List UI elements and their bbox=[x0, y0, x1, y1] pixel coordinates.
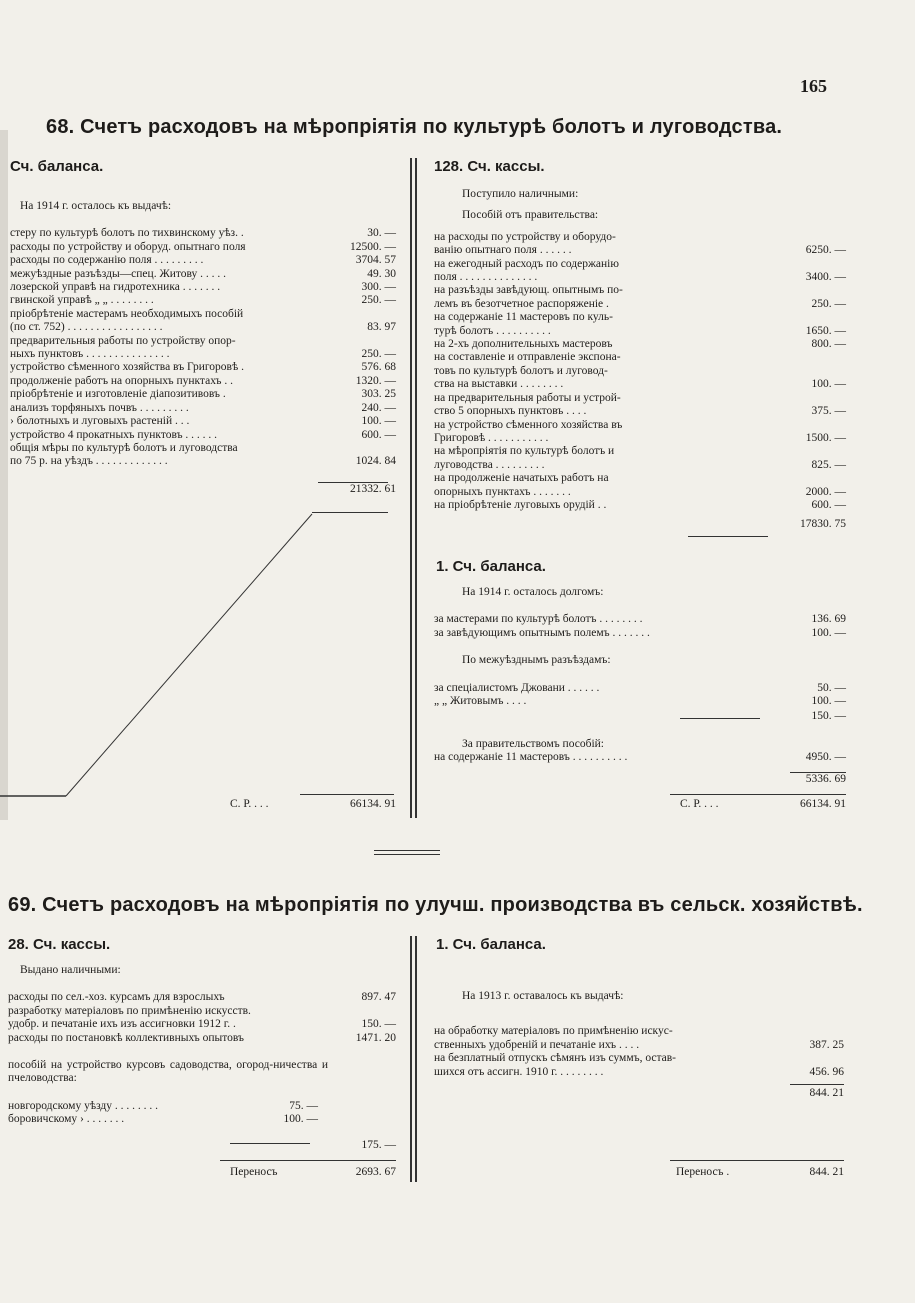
ledger-row bbox=[434, 613, 846, 626]
s1-left-total: 21332. 61 bbox=[350, 482, 396, 495]
ledger-row-text: за мастерами по культурѣ болотъ . . . . . . . . bbox=[434, 613, 643, 626]
s2-left-footer-amount: 2693. 67 bbox=[355, 1166, 396, 1178]
ledger-row-text: по 75 р. на уѣздъ . . . . . . . . . . . . . bbox=[10, 455, 168, 468]
ledger-row bbox=[10, 348, 396, 361]
ledger-row-amount: 83. 97 bbox=[367, 321, 396, 334]
ledger-row-text: на безплатный отпускъ сѣмянъ изъ суммъ, остав- bbox=[434, 1052, 676, 1065]
ledger-row-amount: 1024. 84 bbox=[355, 455, 396, 468]
ledger-row bbox=[434, 472, 846, 485]
ledger-row-text: на составленіе и отправленіе экспона- bbox=[434, 351, 621, 364]
ledger-row-amount: 3400. — bbox=[805, 271, 846, 284]
s1-left-footer bbox=[230, 798, 396, 811]
s2-right-heading: 1. Сч. баланса. bbox=[436, 936, 546, 953]
ledger-row bbox=[434, 1039, 844, 1052]
s1-right-items bbox=[434, 231, 846, 513]
ledger-row-text: (по ст. 752) . . . . . . . . . . . . . . . . . bbox=[10, 321, 163, 334]
s1-right-trips bbox=[434, 682, 846, 709]
section-separator-2 bbox=[374, 854, 440, 855]
s1-left-intro: На 1914 г. осталось къ выдачѣ: bbox=[20, 200, 172, 212]
ledger-row bbox=[10, 402, 396, 415]
ledger-row bbox=[434, 445, 846, 458]
ledger-row-text: расходы по постановкѣ коллективныхъ опытовъ bbox=[8, 1031, 244, 1044]
s1-left-heading: Сч. баланса. bbox=[10, 158, 104, 175]
ledger-row-text: за спеціалистомъ Джовани . . . . . . bbox=[434, 681, 600, 694]
ledger-row-amount: 100. — bbox=[283, 1113, 318, 1126]
ledger-row-text: межуѣздные разъѣзды—спец. Житову . . . . . bbox=[10, 267, 227, 280]
ledger-row bbox=[434, 284, 846, 297]
s1-right-subtotal-rule bbox=[688, 536, 768, 537]
ledger-row bbox=[434, 271, 846, 284]
ledger-row bbox=[10, 429, 396, 442]
s2-left-subtotal-row bbox=[8, 1139, 396, 1152]
ledger-row bbox=[8, 1018, 396, 1031]
ledger-row-amount: 1500. — bbox=[805, 431, 846, 444]
s1-right-column bbox=[434, 188, 846, 532]
ledger-row-text: на предварительныя работы и устрой- bbox=[434, 391, 621, 404]
s1-right-footer-rule bbox=[670, 794, 846, 795]
ledger-row bbox=[10, 321, 396, 334]
s1-left-cancel-line bbox=[0, 500, 400, 800]
section1-title: 68. Счетъ расходовъ на мѣропріятія по культурѣ болотъ и луговодства. bbox=[46, 116, 783, 138]
ledger-row-text: предварительныя работы по устройству опор- bbox=[10, 334, 236, 347]
ledger-row-text: Григоровѣ . . . . . . . . . . . bbox=[434, 431, 549, 444]
s1-right-intro3: На 1914 г. осталось долгомъ: bbox=[462, 586, 604, 598]
s2-divider-a bbox=[410, 936, 412, 1182]
s1-right-intro4: По межуѣзднымъ разъѣздамъ: bbox=[462, 654, 611, 667]
s2-right-footer-rule bbox=[670, 1160, 844, 1161]
ledger-row bbox=[434, 325, 846, 338]
ledger-row-text: „ „ Житовымъ . . . . bbox=[434, 695, 527, 708]
ledger-row bbox=[10, 308, 396, 321]
page-number: 165 bbox=[800, 76, 827, 96]
s2-left-footer-rule bbox=[220, 1160, 396, 1161]
ledger-row-amount: 49. 30 bbox=[367, 267, 396, 280]
ledger-row-text: на обработку матеріаловъ по примѣненію искус- bbox=[434, 1025, 673, 1038]
ledger-row-text: новгородскому уѣзду . . . . . . . . bbox=[8, 1099, 159, 1112]
s2-right-column bbox=[434, 990, 844, 1100]
ledger-row bbox=[434, 419, 846, 432]
ledger-row bbox=[434, 1066, 844, 1079]
ledger-row bbox=[10, 455, 396, 468]
s2-right-intro: На 1913 г. оставалось къ выдачѣ: bbox=[462, 990, 624, 1002]
ledger-row-text: лозерской управѣ на гидротехника . . . . . . . bbox=[10, 281, 221, 294]
s1-right-debts bbox=[434, 613, 846, 640]
ledger-row-text: расходы по содержанію поля . . . . . . . . . bbox=[10, 254, 204, 267]
ledger-row-text: турѣ болотъ . . . . . . . . . . bbox=[434, 324, 551, 337]
ledger-row bbox=[10, 375, 396, 388]
ledger-row bbox=[434, 499, 846, 512]
s2-left-sub-rule bbox=[230, 1143, 310, 1144]
ledger-row-amount: 1320. — bbox=[355, 374, 396, 387]
ledger-row-amount: 303. 25 bbox=[361, 388, 396, 401]
ledger-row-text: луговодства . . . . . . . . . bbox=[434, 458, 545, 471]
s1-right-footer-label: С. Р. . . . bbox=[680, 798, 719, 810]
s2-right-footer-amount: 844. 21 bbox=[809, 1166, 844, 1178]
s1-right-heading2: 1. Сч. баланса. bbox=[436, 558, 546, 575]
ledger-row-amount: 375. — bbox=[811, 405, 846, 418]
s1-right-gov-row bbox=[434, 751, 846, 764]
s2-left-column bbox=[8, 964, 396, 1152]
ledger-row bbox=[434, 378, 846, 391]
s1-left-footer-rule bbox=[300, 794, 394, 795]
s1-divider-b bbox=[415, 158, 417, 818]
s1-right-subtotal-row bbox=[434, 518, 846, 531]
s1-right-gov-text: на содержаніе 11 мастеровъ . . . . . . . . . . bbox=[434, 751, 628, 764]
ledger-row-text: опорныхъ пунктахъ . . . . . . . bbox=[434, 485, 571, 498]
s1-right-heading: 128. Сч. кассы. bbox=[434, 158, 545, 175]
s1-left-sum-rule-1 bbox=[318, 482, 388, 483]
ledger-row-text: лемъ въ безотчетное распоряженіе . bbox=[434, 297, 609, 310]
ledger-row-text: удобр. и печатаніе ихъ изъ ассигновки 1912 г. . bbox=[8, 1018, 236, 1031]
s1-right-intro1: Поступило наличными: bbox=[462, 188, 579, 200]
ledger-row bbox=[434, 351, 846, 364]
ledger-row-amount: 12500. — bbox=[350, 240, 396, 253]
s2-left-heading: 28. Сч. кассы. bbox=[8, 936, 111, 953]
ledger-row-amount: 825. — bbox=[811, 458, 846, 471]
ledger-row-amount: 30. — bbox=[367, 227, 396, 240]
ledger-row-text: разработку матеріаловъ по примѣненію искусств. bbox=[8, 1004, 251, 1017]
s2-left-sub bbox=[8, 1100, 318, 1127]
ledger-row bbox=[8, 1032, 396, 1045]
ledger-row-amount: 387. 25 bbox=[809, 1038, 844, 1051]
ledger-row-text: на ежегодный расходъ по содержанію bbox=[434, 257, 619, 270]
s1-right-trips-total: 150. — bbox=[811, 710, 846, 723]
ledger-row bbox=[10, 388, 396, 401]
s1-right-footer-amount: 66134. 91 bbox=[800, 798, 846, 810]
ledger-row bbox=[434, 338, 846, 351]
ledger-row-text: на пріобрѣтеніе луговыхъ орудій . . bbox=[434, 498, 607, 511]
s2-right-total: 844. 21 bbox=[809, 1087, 844, 1100]
ledger-row bbox=[10, 442, 396, 455]
ledger-row-amount: 1471. 20 bbox=[355, 1031, 396, 1044]
ledger-row-text: на расходы по устройству и оборудо- bbox=[434, 230, 616, 243]
ledger-row-text: гвинской управѣ „ „ . . . . . . . . bbox=[10, 294, 154, 307]
ledger-row bbox=[434, 231, 846, 244]
s1-left-footer-label: С. Р. . . . bbox=[230, 798, 269, 810]
ledger-row-text: поля . . . . . . . . . . . . . . bbox=[434, 271, 538, 284]
ledger-row-text: товъ по культурѣ болотъ и луговод- bbox=[434, 364, 608, 377]
ledger-row-text: расходы по сел.-хоз. курсамъ для взрослыхъ bbox=[8, 991, 225, 1004]
ledger-row-text: устройство 4 прокатныхъ пунктовъ . . . . . . bbox=[10, 428, 218, 441]
ledger-row-text: боровичскому › . . . . . . . bbox=[8, 1113, 125, 1126]
s2-right-footer-label: Переносъ . bbox=[676, 1166, 730, 1178]
ledger-row bbox=[8, 1100, 318, 1113]
s2-left-para: пособій на устройство курсовъ садоводства, огород-ничества и пчеловодства: bbox=[8, 1059, 328, 1085]
ledger-row bbox=[434, 486, 846, 499]
s1-right-total-rule bbox=[790, 772, 846, 773]
section2-title: 69. Счетъ расходовъ на мѣропріятія по улучш. производства въ сельск. хозяйствѣ. bbox=[8, 894, 863, 916]
ledger-row bbox=[10, 254, 396, 267]
section-separator-1 bbox=[374, 850, 440, 851]
s1-right-subtotal: 17830. 75 bbox=[800, 518, 846, 531]
ledger-row bbox=[10, 268, 396, 281]
ledger-row bbox=[10, 241, 396, 254]
s1-left-total-row bbox=[10, 483, 396, 496]
ledger-row-text: пріобрѣтеніе и изготовленіе діапозитивовъ . bbox=[10, 388, 226, 401]
s1-divider-a bbox=[410, 158, 412, 818]
s1-left-items bbox=[10, 227, 396, 468]
ledger-row-text: расходы по устройству и оборуд. опытнаго поля bbox=[10, 240, 246, 253]
ledger-row-text: ственныхъ удобреній и печатаніе ихъ . . . . bbox=[434, 1038, 640, 1051]
s2-divider-b bbox=[415, 936, 417, 1182]
ledger-row-amount: 100. — bbox=[811, 626, 846, 639]
s1-right-balance bbox=[434, 586, 846, 786]
s1-right-total-row bbox=[434, 773, 846, 786]
ledger-row-text: за завѣдующимъ опытнымъ полемъ . . . . . . . bbox=[434, 626, 650, 639]
ledger-row bbox=[434, 244, 846, 257]
ledger-row-text: шихся отъ ассигн. 1910 г. . . . . . . . . bbox=[434, 1065, 604, 1078]
ledger-row-text: на содержаніе 11 мастеровъ по куль- bbox=[434, 311, 613, 324]
ledger-row-text: стеру по культурѣ болотъ по тихвинскому уѣз. . bbox=[10, 227, 244, 240]
ledger-row bbox=[434, 311, 846, 324]
ledger-row bbox=[434, 392, 846, 405]
s2-left-footer-label: Переносъ bbox=[230, 1166, 278, 1178]
ledger-row-amount: 100. — bbox=[811, 695, 846, 708]
ledger-row-text: на мѣропріятія по культурѣ болотъ и bbox=[434, 445, 615, 458]
ledger-row-amount: 3704. 57 bbox=[355, 254, 396, 267]
s1-right-intro5: За правительствомъ пособій: bbox=[462, 737, 604, 750]
s2-right-footer bbox=[676, 1166, 844, 1179]
s2-left-items bbox=[8, 991, 396, 1045]
ledger-row bbox=[10, 281, 396, 294]
s1-right-intro2: Пособій отъ правительства: bbox=[462, 209, 599, 222]
s1-right-gov-amount: 4950. — bbox=[805, 751, 846, 764]
ledger-row-amount: 6250. — bbox=[805, 244, 846, 257]
ledger-row bbox=[434, 627, 846, 640]
ledger-row-amount: 240. — bbox=[361, 401, 396, 414]
ledger-row bbox=[10, 361, 396, 374]
ledger-row-text: ныхъ пунктовъ . . . . . . . . . . . . . . . bbox=[10, 348, 170, 361]
s1-right-trips-rule bbox=[680, 718, 760, 719]
ledger-row-amount: 50. — bbox=[817, 681, 846, 694]
ledger-row-text: на разъѣзды завѣдующ. опытнымъ по- bbox=[434, 284, 623, 297]
ledger-row-amount: 250. — bbox=[361, 348, 396, 361]
ledger-row bbox=[10, 415, 396, 428]
ledger-row-text: ство 5 опорныхъ пунктовъ . . . . bbox=[434, 405, 587, 418]
ledger-row-text: общія мѣры по культурѣ болотъ и луговодства bbox=[10, 441, 238, 454]
ledger-row-text: › болотныхъ и луговыхъ растеній . . . bbox=[10, 415, 190, 428]
ledger-row-amount: 897. 47 bbox=[361, 991, 396, 1004]
ledger-row-amount: 75. — bbox=[289, 1099, 318, 1112]
s2-right-items bbox=[434, 1025, 844, 1079]
ledger-row-amount: 1650. — bbox=[805, 324, 846, 337]
ledger-row-text: продолженіе работъ на опорныхъ пунктахъ . . bbox=[10, 374, 233, 387]
ledger-row-text: на продолженіе начатыхъ работъ на bbox=[434, 472, 609, 485]
s2-left-subtotal: 175. — bbox=[361, 1138, 396, 1151]
ledger-row-text: ванію опытнаго поля . . . . . . bbox=[434, 244, 572, 257]
ledger-row-amount: 576. 68 bbox=[361, 361, 396, 374]
ledger-row bbox=[434, 298, 846, 311]
ledger-row bbox=[434, 695, 846, 708]
ledger-row bbox=[8, 991, 396, 1004]
ledger-row bbox=[434, 258, 846, 271]
ledger-row bbox=[8, 1005, 396, 1018]
s1-left-column bbox=[10, 200, 396, 496]
ledger-row-amount: 456. 96 bbox=[809, 1065, 844, 1078]
ledger-row bbox=[10, 227, 396, 240]
ledger-row-amount: 2000. — bbox=[805, 485, 846, 498]
ledger-row-text: на 2-хъ дополнительныхъ мастеровъ bbox=[434, 338, 613, 351]
ledger-row-amount: 136. 69 bbox=[811, 613, 846, 626]
ledger-row-amount: 800. — bbox=[811, 338, 846, 351]
s2-right-total-row bbox=[434, 1087, 844, 1100]
ledger-row-amount: 100. — bbox=[811, 378, 846, 391]
ledger-row bbox=[434, 682, 846, 695]
ledger-row-amount: 600. — bbox=[811, 498, 846, 511]
ledger-row-amount: 100. — bbox=[361, 415, 396, 428]
ledger-row-text: устройство сѣменного хозяйства въ Григоровѣ . bbox=[10, 361, 244, 374]
s1-right-trips-total-row bbox=[434, 710, 846, 723]
s2-left-footer bbox=[230, 1166, 396, 1179]
ledger-row-text: ства на выставки . . . . . . . . bbox=[434, 378, 564, 391]
ledger-row-amount: 150. — bbox=[361, 1018, 396, 1031]
s1-right-footer bbox=[680, 798, 846, 811]
ledger-row-text: на устройство сѣменного хозяйства въ bbox=[434, 418, 623, 431]
s2-right-total-rule bbox=[790, 1084, 844, 1085]
s1-right-total: 5336. 69 bbox=[805, 772, 846, 785]
ledger-row-amount: 250. — bbox=[811, 297, 846, 310]
ledger-row-amount: 300. — bbox=[361, 281, 396, 294]
ledger-row-text: пріобрѣтеніе мастерамъ необходимыхъ пособій bbox=[10, 307, 244, 320]
s1-left-footer-amount: 66134. 91 bbox=[350, 798, 396, 810]
ledger-row bbox=[8, 1113, 318, 1126]
ledger-row-amount: 250. — bbox=[361, 294, 396, 307]
ledger-row bbox=[434, 432, 846, 445]
ledger-row bbox=[434, 1025, 844, 1038]
ledger-row bbox=[434, 365, 846, 378]
s2-left-intro: Выдано наличными: bbox=[20, 964, 121, 976]
ledger-row-amount: 600. — bbox=[361, 428, 396, 441]
ledger-row bbox=[10, 335, 396, 348]
ledger-row-text: анализъ торфяныхъ почвъ . . . . . . . . . bbox=[10, 401, 189, 414]
ledger-row bbox=[434, 1052, 844, 1065]
ledger-row bbox=[10, 294, 396, 307]
ledger-row bbox=[434, 405, 846, 418]
ledger-row bbox=[434, 459, 846, 472]
